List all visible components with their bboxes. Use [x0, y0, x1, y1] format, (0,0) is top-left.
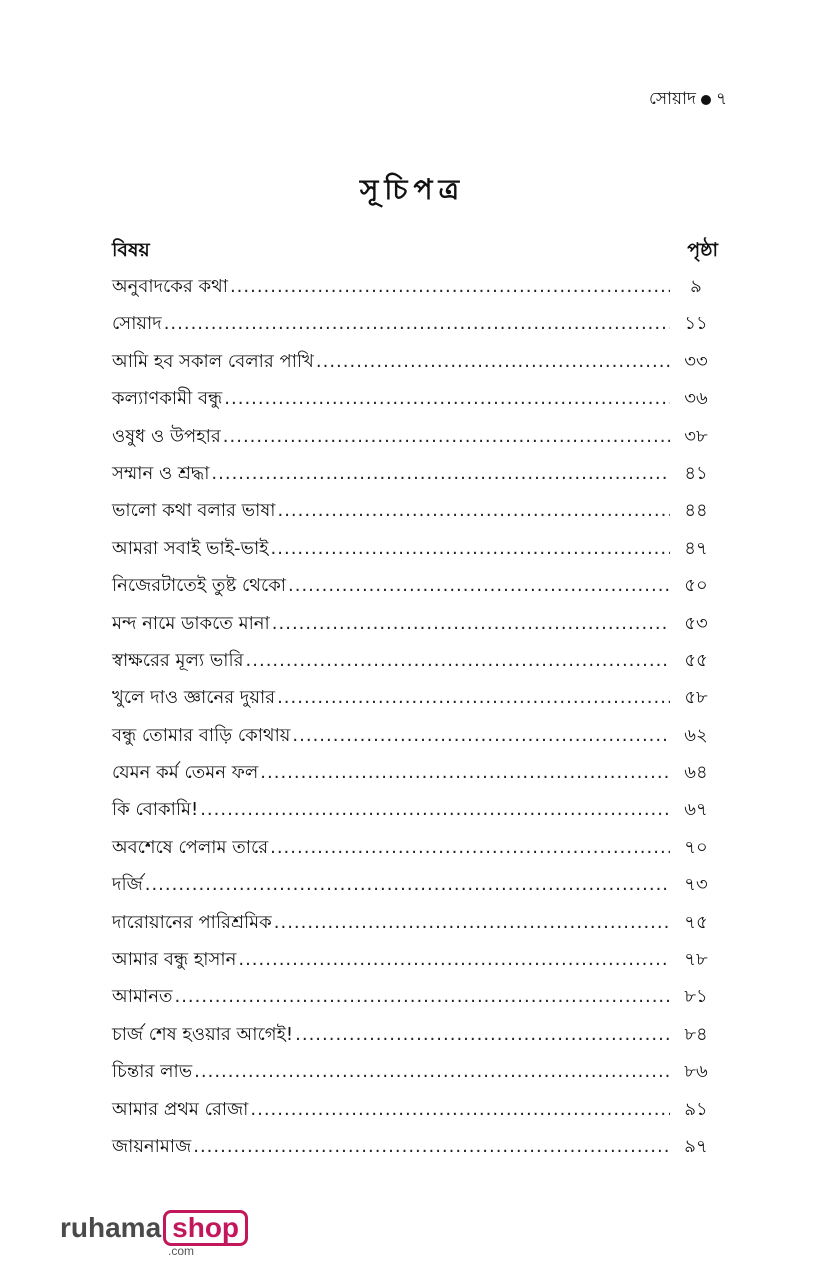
toc-entry-page: ৩৮ — [684, 425, 708, 447]
toc-entry-page: ৫০ — [684, 575, 708, 597]
toc-entry-page: ৭৫ — [684, 911, 708, 933]
toc-entry-title: চিন্তার লাভ — [112, 1061, 193, 1083]
toc-entry-title: যেমন কর্ম তেমন ফল — [112, 762, 259, 784]
toc-entry — [112, 1057, 718, 1094]
toc-entry-page: ৮৪ — [684, 1023, 708, 1045]
bullet-icon — [701, 95, 711, 105]
toc-entry-title: জায়নামাজ — [112, 1135, 192, 1157]
dot-leader — [211, 463, 670, 484]
dot-leader — [200, 799, 670, 820]
dot-leader — [246, 650, 670, 671]
toc-entry-page: ৩৩ — [684, 350, 708, 372]
toc-entry-page: ৭৩ — [684, 874, 708, 896]
toc-entry-page: ৯১ — [684, 1098, 708, 1120]
toc-entry — [112, 908, 718, 945]
dot-leader — [238, 949, 670, 970]
running-head — [649, 86, 727, 114]
toc-entry — [112, 795, 718, 832]
toc-entry-title: আমি হব সকাল বেলার পাখি — [112, 350, 314, 372]
toc-entry-title: ওষুধ ও উপহার — [112, 425, 221, 447]
toc-entry — [112, 459, 718, 496]
toc-entry-title: আমরা সবাই ভাই-ভাই — [112, 537, 269, 559]
dot-leader — [277, 687, 670, 708]
toc-entry — [112, 272, 718, 309]
toc-entry-page: ৮১ — [684, 986, 708, 1008]
toc-entry-title: অবশেষে পেলাম তারে — [112, 836, 269, 858]
dot-leader — [316, 351, 670, 372]
toc-entry — [112, 945, 718, 982]
toc-entry — [112, 384, 718, 421]
toc-entry-title: আমার বন্ধু হাসান — [112, 949, 237, 971]
toc-entry-page: ৪৪ — [684, 500, 708, 522]
toc-entry — [112, 833, 718, 870]
dot-leader — [224, 388, 670, 409]
toc-entry-title: স্বাক্ষরের মূল্য ভারি — [112, 649, 244, 671]
dot-leader — [274, 912, 670, 933]
toc-entry-page: ৬২ — [684, 724, 708, 746]
toc-entry-title: চার্জ শেষ হওয়ার আগেই! — [112, 1023, 294, 1045]
toc-entry-title: আমানত — [112, 986, 173, 1008]
toc-entry-page: ৩৬ — [684, 388, 708, 410]
toc-entry — [112, 721, 718, 758]
toc-entry — [112, 347, 718, 384]
toc-entry — [112, 870, 718, 907]
toc-header — [112, 236, 718, 268]
toc-entry-title: নিজেরটাতেই তুষ্ট থেকো — [112, 575, 287, 597]
dot-leader — [272, 613, 670, 634]
publisher-logo — [60, 1210, 248, 1258]
toc-entry-page: ৪৭ — [684, 537, 708, 559]
dot-leader — [270, 837, 670, 858]
toc-entry — [112, 609, 718, 646]
toc-entry-page: ৪১ — [684, 462, 708, 484]
toc-entry — [112, 309, 718, 346]
table-of-contents — [112, 272, 718, 1169]
toc-entry-title: ভালো কথা বলার ভাষা — [112, 500, 276, 522]
logo-domain: .com — [168, 1244, 195, 1258]
dot-leader — [292, 725, 670, 746]
logo-wordmark: ruhama — [60, 1212, 162, 1243]
toc-entry-page: ৮৬ — [684, 1061, 708, 1083]
toc-entry — [112, 982, 718, 1019]
running-head-title: সোয়াদ — [649, 89, 696, 109]
toc-header-page: পৃষ্ঠা — [687, 239, 718, 261]
dot-leader — [223, 426, 670, 447]
toc-entry — [112, 571, 718, 608]
dot-leader — [230, 276, 670, 297]
dot-leader — [260, 762, 670, 783]
toc-entry-title: দারোয়ানের পারিশ্রমিক — [112, 911, 272, 933]
toc-entry-page: ৫৫ — [684, 649, 708, 671]
dot-leader — [288, 575, 670, 596]
toc-entry-title: দর্জি — [112, 874, 143, 896]
dot-leader — [194, 1061, 670, 1082]
dot-leader — [295, 1024, 670, 1045]
toc-entry-title: বন্ধু তোমার বাড়ি কোথায় — [112, 724, 291, 746]
toc-entry — [112, 534, 718, 571]
toc-entry — [112, 496, 718, 533]
toc-entry-title: খুলে দাও জ্ঞানের দুয়ার — [112, 687, 276, 709]
toc-entry-title: আমার প্রথম রোজা — [112, 1098, 249, 1120]
toc-entry-title: কি বোকামি! — [112, 799, 199, 821]
toc-entry — [112, 1132, 718, 1169]
toc-entry-page: ৫৮ — [684, 687, 708, 709]
toc-entry — [112, 1095, 718, 1132]
logo-shop-badge: shop — [163, 1210, 248, 1246]
toc-header-subject: বিষয় — [112, 239, 150, 261]
toc-entry-page: ৫৩ — [684, 612, 708, 634]
toc-entry — [112, 422, 718, 459]
dot-leader — [164, 313, 670, 334]
toc-entry — [112, 758, 718, 795]
dot-leader — [145, 874, 670, 895]
dot-leader — [174, 986, 670, 1007]
toc-entry — [112, 646, 718, 683]
toc-entry-page: ৭৮ — [684, 949, 708, 971]
toc-entry — [112, 683, 718, 720]
toc-entry-page: ১১ — [684, 313, 708, 335]
dot-leader — [277, 500, 670, 521]
toc-entry-title: কল্যাণকামী বন্ধু — [112, 388, 223, 410]
dot-leader — [250, 1099, 670, 1120]
dot-leader — [193, 1136, 670, 1157]
page-title: সূচিপত্র — [359, 173, 466, 206]
toc-entry-title: সম্মান ও শ্রদ্ধা — [112, 462, 210, 484]
toc-entry-title: মন্দ নামে ডাকতে মানা — [112, 612, 270, 634]
toc-entry-title: অনুবাদকের কথা — [112, 276, 228, 297]
toc-entry-page: ৯৭ — [684, 1135, 708, 1157]
dot-leader — [271, 538, 670, 559]
toc-entry-page: ৬৭ — [684, 799, 708, 821]
toc-entry-title: সোয়াদ — [112, 313, 162, 335]
toc-entry-page: ৭০ — [684, 836, 708, 858]
toc-entry-page: ৬৪ — [684, 762, 708, 784]
toc-entry — [112, 1020, 718, 1057]
running-head-page-number: ৭ — [715, 89, 727, 109]
toc-entry-page: ৯ — [690, 276, 702, 297]
